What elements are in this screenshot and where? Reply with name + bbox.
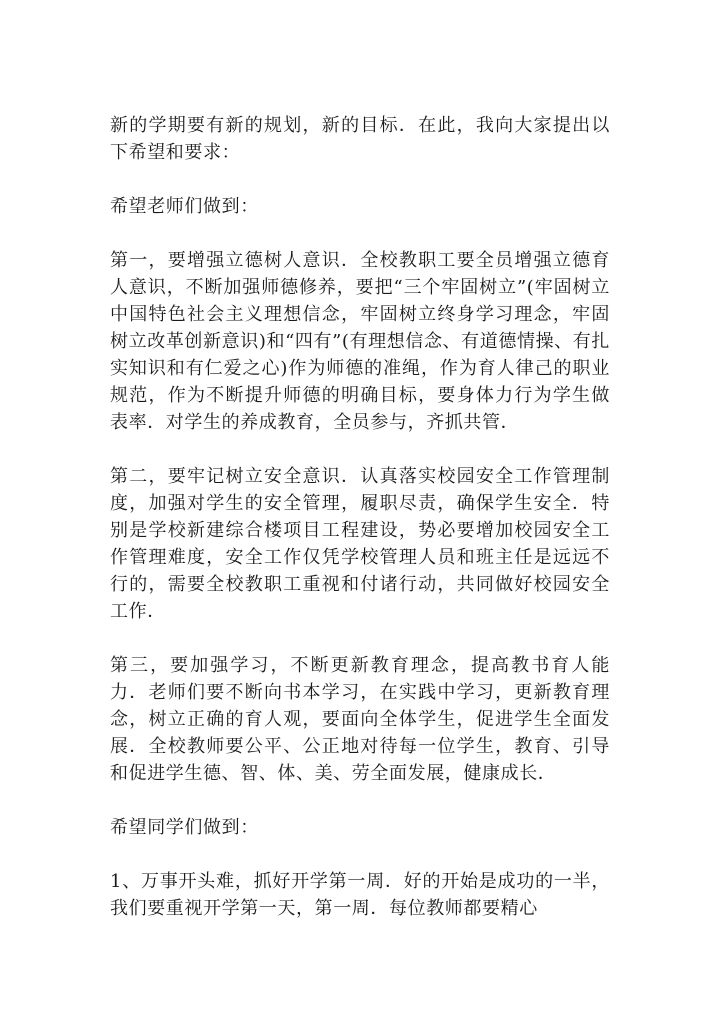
paragraph-teachers-heading: 希望老师们做到： [110,196,259,217]
document-body [110,112,610,949]
paragraph-third: 第三，要加强学习，不断更新教育理念，提高教书育人能力．老师们要不断向书本学习，在实践中学习，更新教育理念，树立正确的育人观，要面向全体学生，促进学生全面发展．全校教师要公平、公正地对待每一位学生，教育、引导和促进学生德、智、体、美、劳全面发展，健康成长． [110,655,610,784]
paragraph-intro: 新的学期要有新的规划，新的目标．在此，我向大家提出以下希望和要求： [110,115,610,163]
paragraph-first: 第一，要增强立德树人意识．全校教职工要全员增强立德育人意识，不断加强师德修养，要把“三个牢固树立”(牢固树立中国特色社会主义理想信念，牢固树立终身学习理念，牢固树立改革创新意识)和“四有”(有理想信念、有道德情操、有扎实知识和有仁爱之心)作为师德的准绳，作为育人律己的职业规范，作为不断提升师德的明确目标，要身体力行为学生做表率．对学生的养成教育，全员参与，齐抓共管． [110,250,610,433]
paragraph-item-1: 1、万事开头难，抓好开学第一周．好的开始是成功的一半，我们要重视开学第一天，第一周．每位教师都要精心 [110,871,610,919]
paragraph-students-heading: 希望同学们做到： [110,817,259,838]
paragraph-second: 第二，要牢记树立安全意识．认真落实校园安全工作管理制度，加强对学生的安全管理，履职尽责，确保学生安全．特别是学校新建综合楼项目工程建设，势必要增加校园安全工作管理难度，安全工作仅凭学校管理人员和班主任是远远不行的，需要全校教职工重视和付诸行动，共同做好校园安全工作． [110,466,610,622]
